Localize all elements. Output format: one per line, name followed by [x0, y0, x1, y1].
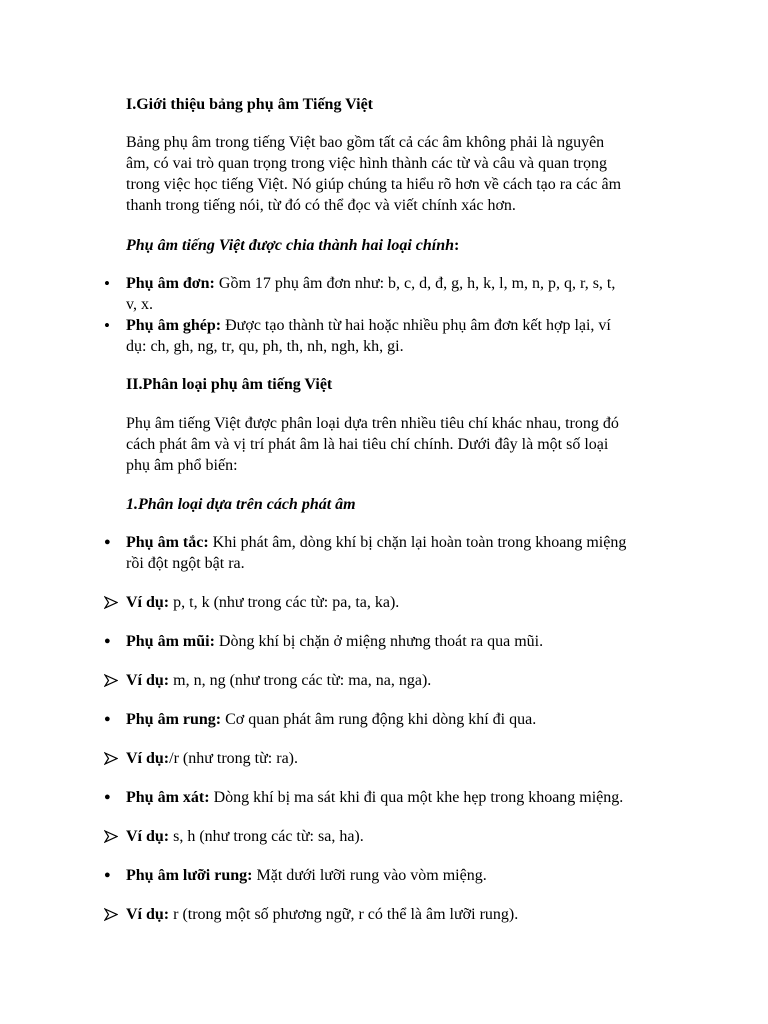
item-label: Phụ âm tắc: [126, 534, 209, 551]
item-text: Cơ quan phát âm rung động khi dòng khí đi qua. [225, 711, 537, 728]
bullet-icon: ● [104, 869, 111, 881]
item-text: dụ: ch, gh, ng, tr, qu, ph, th, nh, ngh, kh, gi. [126, 338, 404, 355]
section-2-intro [126, 413, 686, 476]
item-text: Được tạo thành từ hai hoặc nhiều phụ âm đơn kết hợp lại, ví [225, 317, 611, 334]
bullet-icon: ● [104, 791, 111, 803]
item-text: Dòng khí bị chặn ở miệng nhưng thoát ra qua mũi. [218, 633, 544, 650]
intro-line: trong việc học tiếng Việt. Nó giúp chúng ta hiểu rõ hơn về cách tạo ra các âm [126, 176, 622, 193]
item-label: Phụ âm rung: [126, 711, 222, 728]
item-label: Phụ âm ghép: [126, 317, 222, 334]
arrow-bullet-icon [104, 904, 126, 925]
intro-line: Bảng phụ âm trong tiếng Việt bao gồm tất cả các âm không phải là nguyên [126, 134, 605, 151]
example-text: m, n, ng (như trong các từ: ma, na, nga). [173, 672, 432, 689]
example-text: /r (như trong từ: ra). [169, 750, 298, 767]
subheading-colon: : [454, 237, 460, 254]
intro-line: thanh trong tiếng nói, từ đó có thể đọc và viết chính xác hơn. [126, 197, 516, 214]
item-text: Gồm 17 phụ âm đơn như: b, c, d, đ, g, h, k, l, m, n, p, q, r, s, t, [218, 275, 616, 292]
section-1-intro [126, 132, 686, 216]
subheading-text: Phụ âm tiếng Việt được chia thành hai loại chính [126, 237, 455, 254]
item-text: rồi đột ngột bật ra. [126, 555, 245, 572]
example-label: Ví dụ: [126, 828, 170, 845]
item-text: Dòng khí bị ma sát khi đi qua một khe hẹp trong khoang miệng. [213, 789, 624, 806]
intro-line: phụ âm phổ biến: [126, 457, 238, 474]
bullet-icon: ● [104, 536, 111, 548]
arrow-bullet-icon [104, 748, 126, 769]
intro-line: Phụ âm tiếng Việt được phân loại dựa trên nhiều tiêu chí khác nhau, trong đó [126, 415, 619, 432]
bullet-icon: • [104, 274, 110, 293]
arrow-bullet-icon [104, 592, 126, 613]
example-text: r (trong một số phương ngữ, r có thể là âm lưỡi rung). [173, 906, 519, 923]
example-text: s, h (như trong các từ: sa, ha). [173, 828, 364, 845]
section-1-subheading [126, 235, 686, 256]
bullet-icon: ● [104, 713, 111, 725]
section-1-title: I.Giới thiệu bảng phụ âm Tiếng Việt [126, 96, 373, 113]
item-text: Khi phát âm, dòng khí bị chặn lại hoàn toàn trong khoang miệng [212, 534, 627, 551]
example-text: p, t, k (như trong các từ: pa, ta, ka). [173, 594, 400, 611]
intro-line: cách phát âm và vị trí phát âm là hai tiêu chí chính. Dưới đây là một số loại [126, 436, 609, 453]
item-text: Mặt dưới lưỡi rung vào vòm miệng. [256, 867, 487, 884]
section-2-subheading: 1.Phân loại dựa trên cách phát âm [126, 496, 356, 513]
item-label: Phụ âm xát: [126, 789, 210, 806]
example-label: Ví dụ: [126, 750, 170, 767]
item-text: v, x. [126, 296, 153, 313]
example-label: Ví dụ: [126, 594, 170, 611]
bullet-icon: ● [104, 635, 111, 647]
item-label: Phụ âm mũi: [126, 633, 215, 650]
example-label: Ví dụ: [126, 672, 170, 689]
section-2-title: II.Phân loại phụ âm tiếng Việt [126, 376, 333, 393]
arrow-bullet-icon [104, 670, 126, 691]
arrow-bullet-icon [104, 826, 126, 847]
item-label: Phụ âm lưỡi rung: [126, 867, 253, 884]
item-label: Phụ âm đơn: [126, 275, 215, 292]
bullet-icon: • [104, 316, 110, 335]
example-label: Ví dụ: [126, 906, 170, 923]
intro-line: âm, có vai trò quan trọng trong việc hình thành các từ và câu và quan trọng [126, 155, 607, 172]
